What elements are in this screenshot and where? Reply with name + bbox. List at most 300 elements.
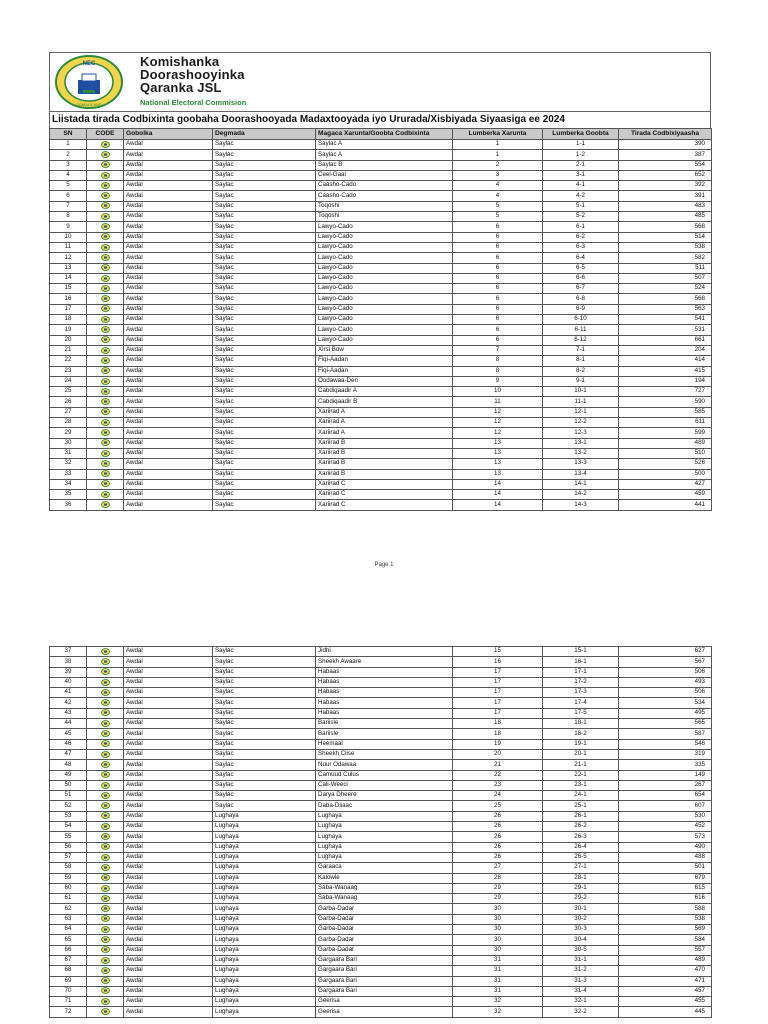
cell-degmada: Saylac (213, 263, 316, 273)
cell-lumberka-goobta: 31-1 (543, 955, 619, 965)
document-header (49, 52, 711, 111)
cell-degmada: Saylac (213, 232, 316, 242)
cell-gobolka: Awdal (124, 760, 213, 770)
emblem-icon (101, 761, 110, 768)
table-header-row (50, 129, 712, 140)
cell-magaca: Lawyo-Cado (316, 335, 453, 345)
cell-degmada: Lughaya (213, 904, 316, 914)
table-row (50, 469, 712, 479)
cell-lumberka-goobta: 6-6 (543, 273, 619, 283)
cell-lumberka-goobta: 29-2 (543, 894, 619, 904)
cell-sn: 50 (50, 780, 87, 790)
cell-lumberka-goobta: 6-11 (543, 325, 619, 335)
cell-lumberka-goobta: 19-1 (543, 739, 619, 749)
cell-lumberka-goobta: 2-1 (543, 160, 619, 170)
cell-lumberka-goobta: 26-3 (543, 832, 619, 842)
sheet-page-2 (49, 646, 711, 1018)
cell-tirada: 530 (619, 811, 712, 821)
cell-magaca: Fiqi-Aadan (316, 356, 453, 366)
table-row (50, 459, 712, 469)
cell-magaca: Xariirad A (316, 418, 453, 428)
cell-lumberka-goobta: 32-2 (543, 1007, 619, 1017)
cell-degmada: Saylac (213, 780, 316, 790)
cell-code (87, 667, 124, 677)
table-row (50, 325, 712, 335)
cell-gobolka: Awdal (124, 863, 213, 873)
cell-lumberka-goobta: 12-3 (543, 428, 619, 438)
cell-magaca: Saylac A (316, 140, 453, 150)
cell-degmada: Saylac (213, 212, 316, 222)
cell-gobolka: Awdal (124, 242, 213, 252)
col-header-lumberka-xarunta: Lumberka Xarunta (453, 129, 543, 140)
cell-degmada: Saylac (213, 191, 316, 201)
table-row (50, 935, 712, 945)
cell-code (87, 212, 124, 222)
cell-magaca: Fiqi-Aadan (316, 366, 453, 376)
cell-lumberka-xarunta: 7 (453, 345, 543, 355)
cell-code (87, 708, 124, 718)
table-row (50, 863, 712, 873)
cell-gobolka: Awdal (124, 647, 213, 657)
cell-degmada: Lughaya (213, 1007, 316, 1017)
col-header-sn: SN (50, 129, 87, 140)
cell-lumberka-xarunta: 24 (453, 791, 543, 801)
table-row (50, 356, 712, 366)
table-row (50, 438, 712, 448)
cell-sn: 71 (50, 997, 87, 1007)
cell-tirada: 534 (619, 698, 712, 708)
cell-tirada: 679 (619, 873, 712, 883)
cell-gobolka: Awdal (124, 222, 213, 232)
cell-magaca: Cabdiqaadir B (316, 397, 453, 407)
cell-degmada: Saylac (213, 677, 316, 687)
col-header-code: CODE (87, 129, 124, 140)
cell-lumberka-goobta: 28-1 (543, 873, 619, 883)
cell-sn: 18 (50, 315, 87, 325)
emblem-icon (101, 679, 110, 686)
table-row (50, 428, 712, 438)
cell-lumberka-goobta: 26-2 (543, 822, 619, 832)
cell-degmada: Saylac (213, 160, 316, 170)
cell-gobolka: Awdal (124, 883, 213, 893)
cell-lumberka-goobta: 14-3 (543, 500, 619, 510)
cell-lumberka-xarunta: 6 (453, 294, 543, 304)
cell-gobolka: Awdal (124, 894, 213, 904)
cell-magaca: Xariirad B (316, 448, 453, 458)
cell-code (87, 150, 124, 160)
cell-lumberka-xarunta: 21 (453, 760, 543, 770)
cell-tirada: 501 (619, 863, 712, 873)
cell-code (87, 677, 124, 687)
cell-sn: 59 (50, 873, 87, 883)
emblem-icon (101, 491, 110, 498)
cell-gobolka: Awdal (124, 801, 213, 811)
cell-tirada: 470 (619, 966, 712, 976)
emblem-icon (101, 802, 110, 809)
cell-tirada: 149 (619, 770, 712, 780)
cell-gobolka: Awdal (124, 304, 213, 314)
emblem-icon (101, 668, 110, 675)
cell-tirada: 565 (619, 719, 712, 729)
col-header-gobolka: Gobolka (124, 129, 213, 140)
cell-sn: 63 (50, 914, 87, 924)
polling-stations-table-page-1 (49, 128, 712, 511)
cell-tirada: 567 (619, 657, 712, 667)
table-row (50, 667, 712, 677)
cell-sn: 8 (50, 212, 87, 222)
table-row (50, 770, 712, 780)
cell-gobolka: Awdal (124, 212, 213, 222)
emblem-icon (101, 812, 110, 819)
cell-degmada: Lughaya (213, 894, 316, 904)
emblem-icon (101, 233, 110, 240)
cell-lumberka-goobta: 31-4 (543, 986, 619, 996)
cell-magaca: Ceel-Gaal (316, 170, 453, 180)
cell-degmada: Saylac (213, 490, 316, 500)
cell-gobolka: Awdal (124, 677, 213, 687)
table-row (50, 387, 712, 397)
cell-tirada: 488 (619, 852, 712, 862)
table-row (50, 490, 712, 500)
cell-lumberka-goobta: 5-2 (543, 212, 619, 222)
emblem-icon (101, 501, 110, 508)
cell-degmada: Lughaya (213, 955, 316, 965)
cell-degmada: Saylac (213, 698, 316, 708)
cell-gobolka: Awdal (124, 500, 213, 510)
table-row (50, 647, 712, 657)
cell-tirada: 599 (619, 428, 712, 438)
cell-lumberka-goobta: 30-2 (543, 914, 619, 924)
cell-tirada: 415 (619, 366, 712, 376)
cell-degmada: Saylac (213, 294, 316, 304)
cell-gobolka: Awdal (124, 232, 213, 242)
cell-magaca: Xariirad A (316, 428, 453, 438)
cell-magaca: Xariirad A (316, 407, 453, 417)
cell-code (87, 976, 124, 986)
cell-sn: 24 (50, 376, 87, 386)
emblem-icon (101, 326, 110, 333)
cell-code (87, 376, 124, 386)
cell-lumberka-xarunta: 20 (453, 749, 543, 759)
cell-magaca: Habaas (316, 698, 453, 708)
nec-logo (52, 54, 126, 110)
cell-gobolka: Awdal (124, 150, 213, 160)
cell-sn: 56 (50, 842, 87, 852)
col-header-lumberka-goobta: Lumberka Goobta (543, 129, 619, 140)
emblem-icon (101, 419, 110, 426)
cell-code (87, 863, 124, 873)
cell-gobolka: Awdal (124, 490, 213, 500)
cell-sn: 40 (50, 677, 87, 687)
cell-magaca: Xariirad B (316, 438, 453, 448)
cell-lumberka-goobta: 17-1 (543, 667, 619, 677)
cell-code (87, 801, 124, 811)
cell-gobolka: Awdal (124, 914, 213, 924)
cell-code (87, 1007, 124, 1017)
cell-gobolka: Awdal (124, 140, 213, 150)
cell-degmada: Saylac (213, 667, 316, 677)
emblem-icon (101, 833, 110, 840)
table-row (50, 883, 712, 893)
cell-code (87, 760, 124, 770)
cell-magaca: Camuud Culus (316, 770, 453, 780)
cell-magaca: Xirsi Bow (316, 345, 453, 355)
sheet-page-1 (49, 52, 711, 511)
cell-lumberka-xarunta: 5 (453, 212, 543, 222)
cell-gobolka: Awdal (124, 407, 213, 417)
table-row (50, 315, 712, 325)
cell-gobolka: Awdal (124, 479, 213, 489)
cell-lumberka-xarunta: 11 (453, 397, 543, 407)
table-row (50, 945, 712, 955)
cell-lumberka-goobta: 30-4 (543, 935, 619, 945)
cell-code (87, 719, 124, 729)
cell-lumberka-xarunta: 26 (453, 811, 543, 821)
cell-lumberka-goobta: 4-1 (543, 181, 619, 191)
table-row (50, 976, 712, 986)
emblem-icon (101, 172, 110, 179)
org-line-3: Qaranka JSL (140, 80, 222, 95)
cell-tirada: 554 (619, 160, 712, 170)
cell-lumberka-xarunta: 17 (453, 677, 543, 687)
table-row (50, 688, 712, 698)
cell-gobolka: Awdal (124, 335, 213, 345)
cell-gobolka: Awdal (124, 739, 213, 749)
cell-degmada: Saylac (213, 459, 316, 469)
cell-gobolka: Awdal (124, 294, 213, 304)
cell-lumberka-xarunta: 26 (453, 852, 543, 862)
cell-lumberka-goobta: 4-2 (543, 191, 619, 201)
emblem-icon (101, 213, 110, 220)
logo-ring-text: SOMALILAND (76, 102, 102, 107)
cell-lumberka-xarunta: 14 (453, 479, 543, 489)
cell-degmada: Saylac (213, 222, 316, 232)
cell-lumberka-goobta: 16-1 (543, 657, 619, 667)
cell-lumberka-goobta: 6-12 (543, 335, 619, 345)
cell-lumberka-xarunta: 12 (453, 418, 543, 428)
cell-lumberka-goobta: 30-1 (543, 904, 619, 914)
table-row (50, 708, 712, 718)
org-line-2: Doorashooyinka (140, 67, 245, 82)
cell-sn: 16 (50, 294, 87, 304)
cell-degmada: Saylac (213, 791, 316, 801)
cell-gobolka: Awdal (124, 1007, 213, 1017)
cell-tirada: 587 (619, 729, 712, 739)
cell-lumberka-goobta: 13-4 (543, 469, 619, 479)
cell-code (87, 935, 124, 945)
cell-lumberka-goobta: 6-10 (543, 315, 619, 325)
cell-lumberka-goobta: 13-2 (543, 448, 619, 458)
cell-lumberka-goobta: 26-1 (543, 811, 619, 821)
cell-lumberka-xarunta: 6 (453, 232, 543, 242)
cell-sn: 5 (50, 181, 87, 191)
cell-tirada: 541 (619, 315, 712, 325)
cell-degmada: Saylac (213, 140, 316, 150)
cell-code (87, 387, 124, 397)
cell-sn: 19 (50, 325, 87, 335)
cell-magaca: Kalowle (316, 873, 453, 883)
cell-gobolka: Awdal (124, 986, 213, 996)
table-row (50, 170, 712, 180)
col-header-tirada: Tirada Codbixiyaasha (619, 129, 712, 140)
cell-lumberka-goobta: 17-5 (543, 708, 619, 718)
cell-gobolka: Awdal (124, 873, 213, 883)
table-row (50, 719, 712, 729)
emblem-icon (101, 316, 110, 323)
cell-lumberka-xarunta: 8 (453, 366, 543, 376)
cell-sn: 43 (50, 708, 87, 718)
cell-code (87, 407, 124, 417)
cell-sn: 21 (50, 345, 87, 355)
emblem-icon (101, 730, 110, 737)
emblem-icon (101, 450, 110, 457)
cell-magaca: Lawyo-Cado (316, 263, 453, 273)
cell-degmada: Saylac (213, 345, 316, 355)
cell-sn: 30 (50, 438, 87, 448)
cell-sn: 60 (50, 883, 87, 893)
cell-code (87, 273, 124, 283)
cell-lumberka-xarunta: 6 (453, 263, 543, 273)
cell-lumberka-goobta: 6-5 (543, 263, 619, 273)
cell-lumberka-goobta: 31-3 (543, 976, 619, 986)
cell-sn: 4 (50, 170, 87, 180)
cell-gobolka: Awdal (124, 780, 213, 790)
cell-code (87, 356, 124, 366)
cell-sn: 12 (50, 253, 87, 263)
cell-tirada: 627 (619, 647, 712, 657)
cell-gobolka: Awdal (124, 708, 213, 718)
emblem-icon (101, 905, 110, 912)
emblem-icon (101, 254, 110, 261)
cell-lumberka-xarunta: 19 (453, 739, 543, 749)
cell-sn: 67 (50, 955, 87, 965)
emblem-icon (101, 977, 110, 984)
cell-lumberka-goobta: 10-1 (543, 387, 619, 397)
emblem-icon (101, 720, 110, 727)
emblem-icon (101, 439, 110, 446)
cell-lumberka-xarunta: 6 (453, 335, 543, 345)
cell-lumberka-goobta: 1-2 (543, 150, 619, 160)
cell-lumberka-goobta: 25-1 (543, 801, 619, 811)
cell-degmada: Lughaya (213, 997, 316, 1007)
cell-tirada: 511 (619, 263, 712, 273)
cell-code (87, 160, 124, 170)
cell-sn: 37 (50, 647, 87, 657)
cell-sn: 38 (50, 657, 87, 667)
cell-lumberka-goobta: 11-1 (543, 397, 619, 407)
cell-degmada: Saylac (213, 801, 316, 811)
org-subtitle: National Electoral Commision (140, 98, 247, 107)
table-row (50, 201, 712, 211)
cell-code (87, 284, 124, 294)
cell-lumberka-goobta: 29-1 (543, 883, 619, 893)
cell-code (87, 842, 124, 852)
cell-lumberka-xarunta: 32 (453, 997, 543, 1007)
cell-code (87, 397, 124, 407)
cell-lumberka-xarunta: 17 (453, 667, 543, 677)
cell-lumberka-goobta: 21-1 (543, 760, 619, 770)
cell-magaca: Toqoshi (316, 212, 453, 222)
cell-gobolka: Awdal (124, 955, 213, 965)
cell-lumberka-goobta: 6-2 (543, 232, 619, 242)
cell-code (87, 428, 124, 438)
table-row (50, 677, 712, 687)
cell-degmada: Lughaya (213, 852, 316, 862)
cell-tirada: 489 (619, 955, 712, 965)
emblem-icon (101, 967, 110, 974)
cell-code (87, 263, 124, 273)
cell-code (87, 852, 124, 862)
table-row (50, 304, 712, 314)
cell-magaca: Lawyo-Cado (316, 304, 453, 314)
cell-code (87, 242, 124, 252)
table-row (50, 749, 712, 759)
cell-lumberka-goobta: 6-7 (543, 284, 619, 294)
cell-sn: 25 (50, 387, 87, 397)
cell-code (87, 894, 124, 904)
cell-sn: 29 (50, 428, 87, 438)
emblem-icon (101, 408, 110, 415)
cell-lumberka-xarunta: 30 (453, 935, 543, 945)
cell-gobolka: Awdal (124, 253, 213, 263)
cell-sn: 22 (50, 356, 87, 366)
cell-degmada: Saylac (213, 407, 316, 417)
emblem-icon (101, 192, 110, 199)
cell-code (87, 832, 124, 842)
cell-sn: 70 (50, 986, 87, 996)
cell-code (87, 418, 124, 428)
cell-gobolka: Awdal (124, 688, 213, 698)
cell-gobolka: Awdal (124, 345, 213, 355)
table-row (50, 140, 712, 150)
polling-stations-table-page-2 (49, 646, 712, 1018)
emblem-icon (101, 936, 110, 943)
cell-degmada: Saylac (213, 729, 316, 739)
cell-magaca: Bariisle (316, 729, 453, 739)
cell-tirada: 652 (619, 170, 712, 180)
cell-tirada: 506 (619, 667, 712, 677)
emblem-icon (101, 275, 110, 282)
table-body-page-2 (50, 647, 712, 1018)
cell-tirada: 582 (619, 253, 712, 263)
cell-sn: 51 (50, 791, 87, 801)
cell-code (87, 966, 124, 976)
cell-code (87, 325, 124, 335)
cell-degmada: Lughaya (213, 842, 316, 852)
table-row (50, 698, 712, 708)
cell-sn: 44 (50, 719, 87, 729)
emblem-icon (101, 357, 110, 364)
emblem-icon (101, 202, 110, 209)
cell-degmada: Lughaya (213, 873, 316, 883)
cell-magaca: Lawyo-Cado (316, 315, 453, 325)
cell-magaca: Darya Dheere (316, 791, 453, 801)
cell-degmada: Lughaya (213, 945, 316, 955)
cell-lumberka-goobta: 12-2 (543, 418, 619, 428)
cell-magaca: Oodawaa-Deri (316, 376, 453, 386)
cell-gobolka: Awdal (124, 356, 213, 366)
table-row (50, 448, 712, 458)
cell-tirada: 455 (619, 997, 712, 1007)
cell-sn: 49 (50, 770, 87, 780)
cell-degmada: Saylac (213, 448, 316, 458)
cell-sn: 54 (50, 822, 87, 832)
cell-code (87, 232, 124, 242)
cell-gobolka: Awdal (124, 387, 213, 397)
cell-code (87, 925, 124, 935)
cell-tirada: 611 (619, 418, 712, 428)
cell-lumberka-xarunta: 4 (453, 181, 543, 191)
